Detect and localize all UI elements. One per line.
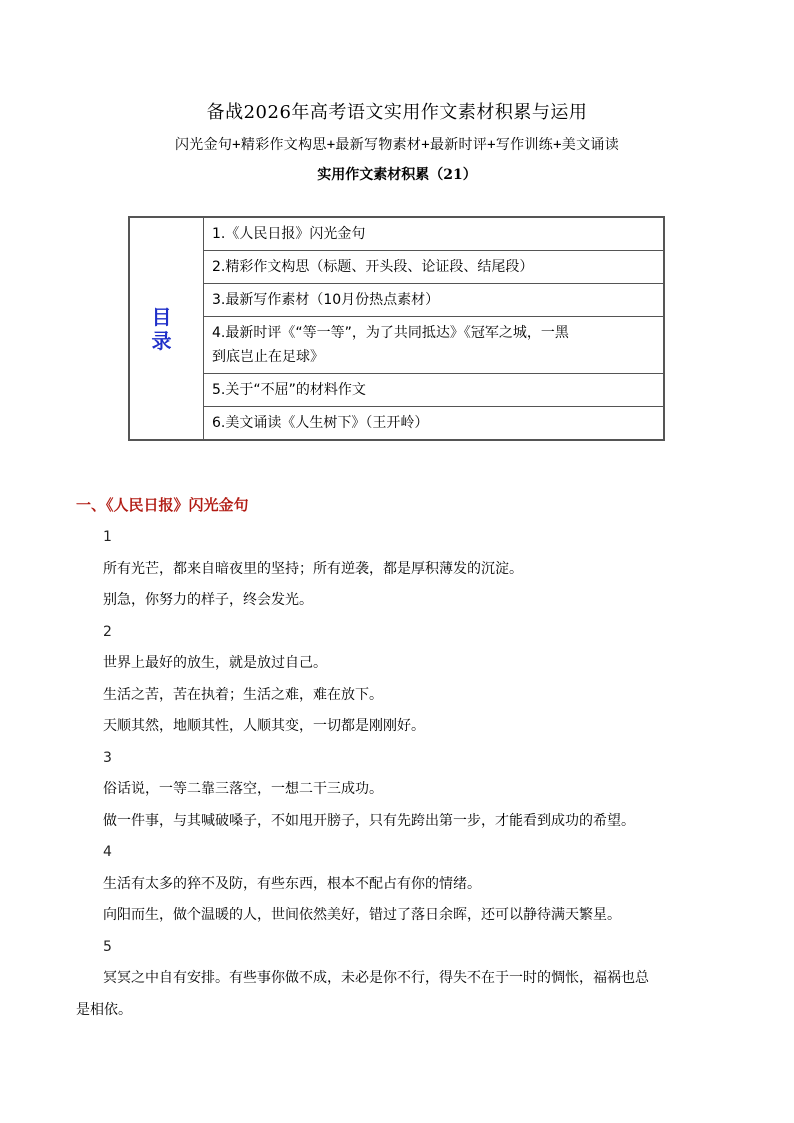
quote-line: 生活之苦，苦在执着；生活之难，难在放下。 <box>103 686 383 703</box>
toc-item-1: 1.《人民日报》闪光金句 <box>204 217 665 251</box>
quote-number: 4 <box>103 844 112 860</box>
quote-line: 天顺其然，地顺其性，人顺其变，一切都是刚刚好。 <box>103 718 425 734</box>
toc-item-3: 3.最新写作素材（10月份热点素材） <box>204 284 665 317</box>
document-subtitle: 闪光金句+精彩作文构思+最新写物素材+最新时评+写作训练+美文诵读 <box>174 137 620 153</box>
quote-number: 3 <box>103 749 112 766</box>
quote-line-continuation: 是相依。 <box>76 1001 132 1018</box>
toc-item-4 <box>204 317 665 374</box>
quote-number: 2 <box>103 623 112 640</box>
quote-line: 冥冥之中自有安排。有些事你做不成，未必是你不行，得失不在于一时的惆怅，福祸也总 <box>103 970 649 986</box>
toc-item-6: 6.美文诵读《人生树下》（王开岭） <box>204 407 665 441</box>
table-of-contents <box>128 216 665 441</box>
document-title: 备战2026年高考语文实用作文素材积累与运用 <box>206 102 588 123</box>
issue-title: 实用作文素材积累（21） <box>317 167 477 183</box>
section-content <box>76 522 733 1026</box>
toc-item-4-line-2: 到底岂止在足球》 <box>212 349 324 365</box>
quote-line: 世界上最好的放生，就是放过自己。 <box>103 655 327 671</box>
toc-item-4-line-1: 4.最新时评《“等一等”，为了共同抵达》《冠军之城，一黑 <box>212 325 569 341</box>
quote-line: 向阳而生，做个温暖的人，世间依然美好，错过了落日余晖，还可以静待满天繁星。 <box>103 907 621 923</box>
toc-item-2: 2.精彩作文构思（标题、开头段、论证段、结尾段） <box>204 251 665 284</box>
quote-line: 做一件事，与其喊破嗓子，不如甩开膀子，只有先跨出第一步，才能看到成功的希望。 <box>103 812 635 829</box>
quote-line: 生活有太多的猝不及防，有些东西，根本不配占有你的情绪。 <box>103 875 481 892</box>
toc-label: 目 录 <box>129 217 204 440</box>
quote-line: 别急，你努力的样子，终会发光。 <box>103 592 313 608</box>
toc-item-5: 5.关于“不屈”的材料作文 <box>204 374 665 407</box>
quote-number: 5 <box>103 938 112 955</box>
quote-line: 所有光芒，都来自暗夜里的坚持；所有逆袭，都是厚积薄发的沉淀。 <box>103 560 523 577</box>
quote-line: 俗话说，一等二靠三落空，一想二干三成功。 <box>103 781 383 797</box>
quote-number: 1 <box>103 529 112 545</box>
section-heading: 一、《人民日报》闪光金句 <box>76 496 249 514</box>
